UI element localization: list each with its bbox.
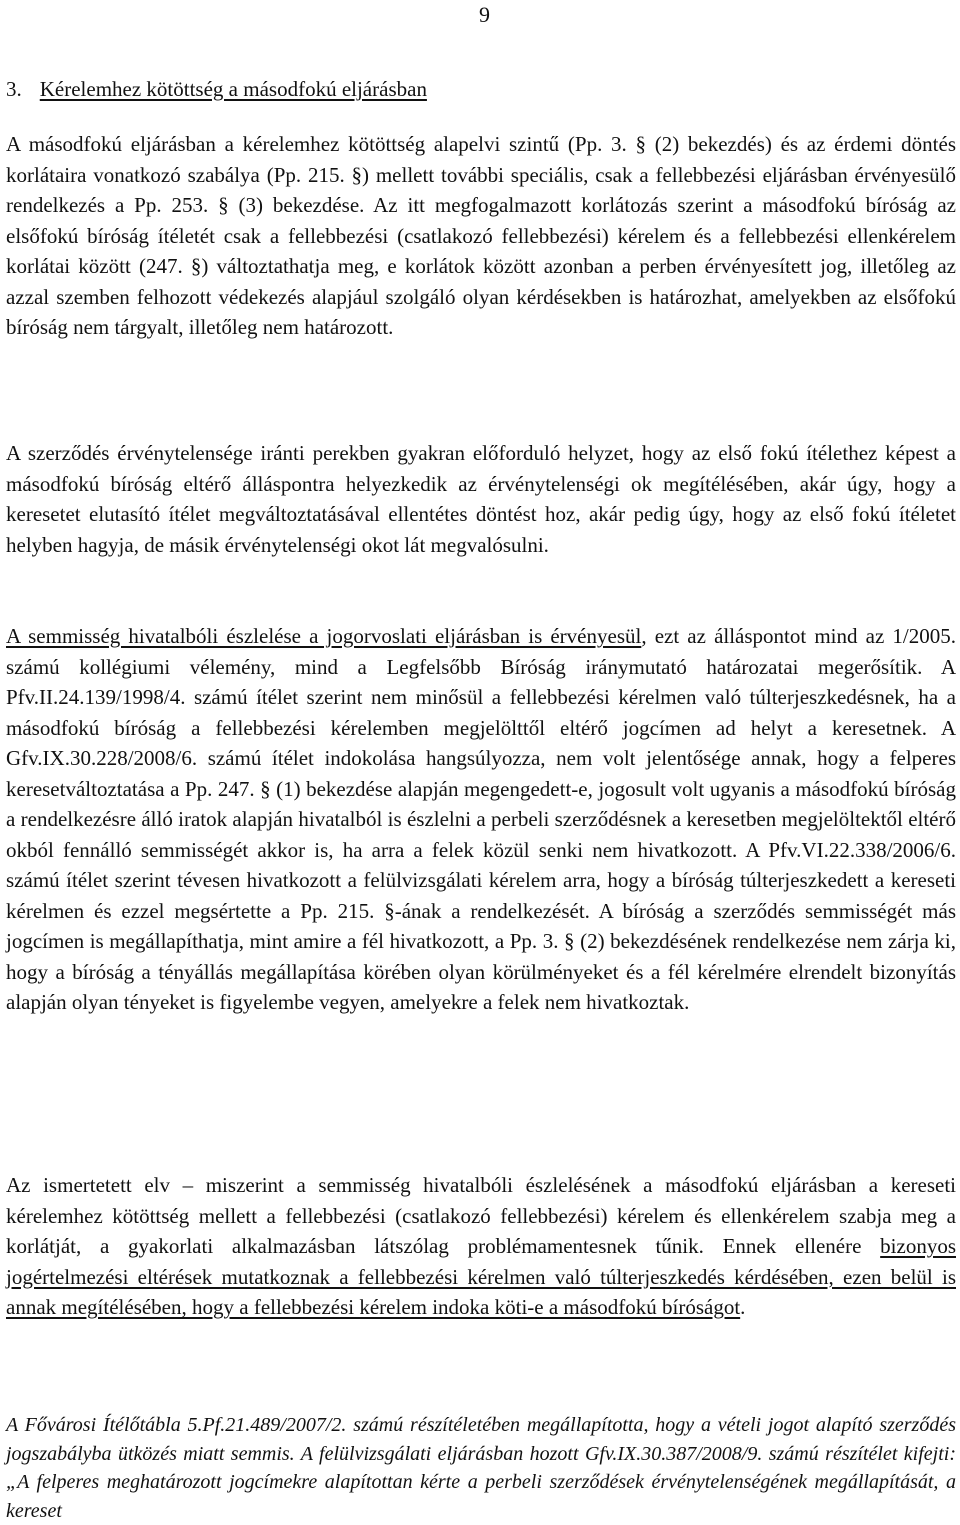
- underlined-thesis: A semmisség hivatalbóli észlelése a jogorvoslati eljárásban is érvényesül: [6, 624, 642, 648]
- paragraph-semmisseg: [6, 621, 956, 1018]
- paragraph-body: Az ismertetett elv – miszerint a semmisség hivatalbóli észlelésének a másodfokú eljárásban a kereseti kérelemhez kötöttség mellett a fellebbezési (csatlakozó fellebbezési) kérelem és ellenkérelem szabja meg a korlátját, a gyakorlati alkalmazásban látszólag problémamentesnek tűnik. Ennek ellenére: [6, 1173, 956, 1258]
- section-number: 3.: [6, 77, 22, 101]
- section-heading: [6, 74, 427, 104]
- case-note: A Fővárosi Ítélőtábla 5.Pf.21.489/2007/2. számú részítéletében megállapította, hogy a vételi jogot alapító szerződés jogszabályba ütközés miatt semmis. A felülvizsgálati eljárásban hozott Gfv.IX.30.387/2008/9. számú részítélet kifejti: „A felperes meghatározott jogcímekre alapítottan kérte a perbeli szerződések érvénytelenségének megállapítását, a kereset: [6, 1414, 956, 1522]
- underlined-thesis: bizonyos jogértelmezési eltérések mutatkoznak a fellebbezési kérelmen való túlterjeszkedés kérdésében, ezen belül is annak megítélésében, hogy a fellebbezési kérelem indoka köti-e a másodfokú bíróságot: [6, 1234, 956, 1319]
- paragraph-ervenytelenseg: A szerződés érvénytelensége iránti perekben gyakran előforduló helyzet, hogy az első fokú ítélethez képest a másodfokú bíróság eltérő álláspontra helyezkedik az érvénytelenségi ok megítélésében, akár úgy, hogy a keresetet elutasító ítélet megváltoztatásával ellentétes döntést hoz, akár pedig úgy, hogy az első fokú ítéletet helyben hagyja, de másik érvénytelenségi okot lát megvalósulni.: [6, 441, 956, 557]
- page-number: 9: [479, 2, 490, 27]
- paragraph-body: , ezt az álláspontot mind az 1/2005. számú kollégiumi vélemény, mind a Legfelsőbb Bíróság iránymutató határozatai megerősítik. A Pfv.II.24.139/1998/4. számú ítélet szerint nem minősül a fellebbezési kérelmen való túlterjeszkedésnek, ha a másodfokú bíróság a fellebbezési kérelemben megjelölttől eltérő jogcímen ad helyt a keresetnek. A Gfv.IX.30.228/2008/6. számú ítélet indokolása hangsúlyozza, nem volt jelentősége annak, hogy a felperes keresetváltoztatása a Pp. 247. § (1) bekezdése alapján megengedett-e, jogosult volt ugyanis a másodfokú bíróság a rendelkezésre álló iratok alapján hivatalból is észlelni a perbeli szerződésnek a keresetben megjelöltektől eltérő okból fennálló semmisségét akkor is, ha arra a felek közül senki nem hivatkozott. A Pfv.VI.22.338/2006/6. számú ítélet szerint tévesen hivatkozott a felülvizsgálati kérelem arra, hogy a bíróság túlterjeszkedett a kereseti kérelmen és ezzel megsértette a Pp. 215. §-ának a rendelkezését. A bíróság a szerződés semmisségét más jogcímen is megállapíthatja, mint amire a fél hivatkozott, a Pp. 3. § (2) bekezdésének rendelkezése nem zárja ki, hogy a bíróság a tényállás megállapítása körében olyan körülményeket és a fél kérelmére elrendelt bizonyítás alapján olyan tényeket is figyelembe vegyen, amelyekre a felek nem hivatkoztak.: [6, 624, 956, 1014]
- section-title: Kérelemhez kötöttség a másodfokú eljárásban: [39, 77, 427, 101]
- paragraph-elv: [6, 1170, 956, 1323]
- paragraph-kotottseg: A másodfokú eljárásban a kérelemhez kötöttség alapelvi szintű (Pp. 3. § (2) bekezdés) és az érdemi döntés korlátaira vonatkozó szabálya (Pp. 215. §) mellett további speciális, csak a fellebbezési eljárásban érvényesülő rendelkezés a Pp. 253. § (3) bekezdése. Az itt megfogalmazott korlátozás szerint a másodfokú bíróság az elsőfokú bíróság ítéletét csak a fellebbezési (csatlakozó fellebbezési) kérelem és a fellebbezési ellenkérelem korlátai között (247. §) változtathatja meg, e korlátok között azonban a perben érvényesített jog, illetőleg az azzal szemben felhozott védekezés alapjául szolgáló olyan kérdésekben is határozhat, amelyekben az elsőfokú bíróság nem tárgyalt, illetőleg nem határozott.: [6, 132, 956, 339]
- paragraph-end: .: [740, 1295, 746, 1319]
